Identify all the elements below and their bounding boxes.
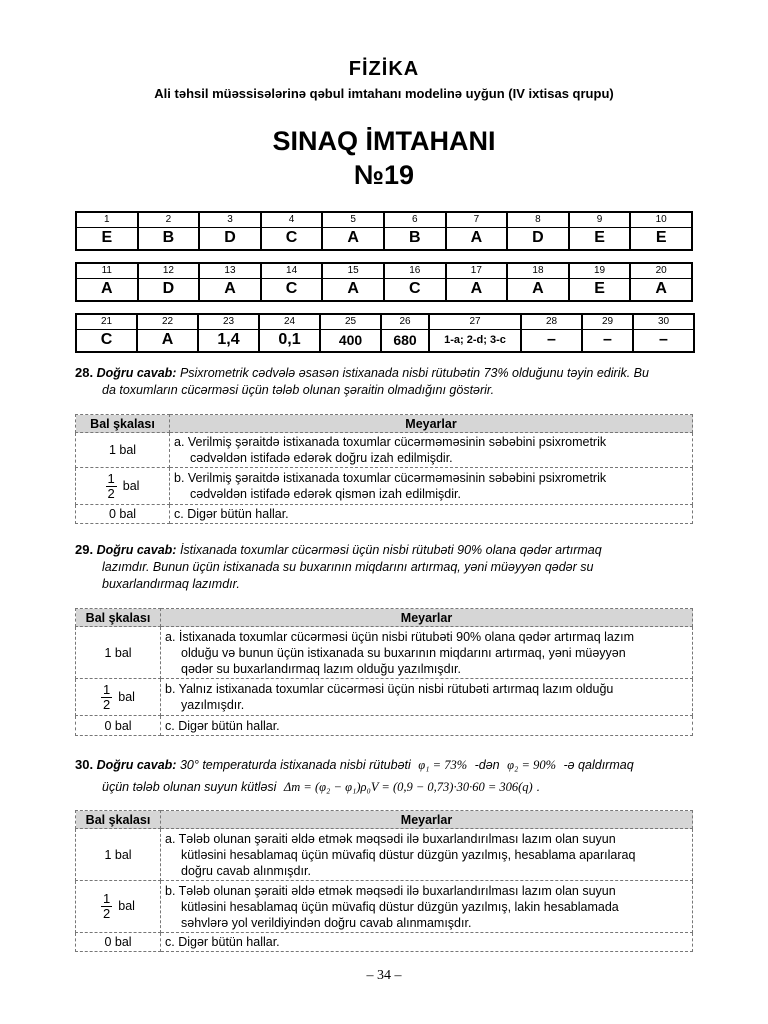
answer-value: – bbox=[633, 329, 694, 352]
half-fraction bbox=[101, 892, 112, 921]
score-cell bbox=[76, 881, 161, 933]
criteria-text: olduğu və bunun üçün istixanada su buxarının miqdarını artırmaq, yəni müəyyən bbox=[181, 645, 626, 660]
formula-phi1: φ₁ = 73% bbox=[418, 758, 468, 772]
page-number: – 34 – bbox=[366, 968, 402, 983]
answer-value: – bbox=[582, 329, 633, 352]
answer-value: D bbox=[199, 227, 261, 250]
answer-text: -ə qaldırmaq bbox=[563, 758, 634, 772]
half-fraction bbox=[101, 683, 112, 712]
answer-value: D bbox=[138, 278, 200, 301]
question-number: 10 bbox=[630, 212, 692, 227]
answer-value: E bbox=[569, 278, 631, 301]
answer-value: C bbox=[261, 227, 323, 250]
answer-value: C bbox=[261, 278, 323, 301]
question-number: 16 bbox=[384, 263, 446, 278]
score-header: Bal şkalası bbox=[76, 609, 161, 627]
answer-value: A bbox=[630, 278, 692, 301]
criteria-row bbox=[76, 829, 693, 881]
criteria-row bbox=[76, 505, 693, 524]
score-cell: 0 bal bbox=[76, 505, 170, 524]
answer-value: 680 bbox=[381, 329, 429, 352]
criteria-row bbox=[76, 468, 693, 505]
criteria-text: cədvəldən istifadə edərək qismən izah edilmişdir. bbox=[190, 487, 461, 501]
answer-number-row bbox=[76, 263, 692, 278]
fraction-numerator: 1 bbox=[103, 891, 111, 906]
criteria-text: b. Yalnız istixanada toxumlar cücərməsi üçün nisbi rütubəti artırmaq lazım olduğu bbox=[165, 682, 614, 696]
answer-value-row bbox=[76, 278, 692, 301]
question-number: 26 bbox=[381, 314, 429, 329]
answer-value: A bbox=[322, 227, 384, 250]
answer-value: E bbox=[630, 227, 692, 250]
question-number: 27 bbox=[429, 314, 521, 329]
question-number: 18 bbox=[507, 263, 569, 278]
criteria-cell: c. Digər bütün hallar. bbox=[161, 933, 693, 952]
question-number: 6 bbox=[384, 212, 446, 227]
criteria-text: b. Tələb olunan şəraiti əldə etmək məqsədi ilə buxarlandırılması lazım olan suyun bbox=[165, 883, 616, 898]
mass-formula: Δm = (φ₂ − φ₁)ρ₀V = (0,9 − 0,73)·30·60 = 306(q) bbox=[283, 780, 533, 794]
question-number: 22 bbox=[137, 314, 198, 329]
criteria-cell bbox=[161, 829, 693, 881]
criteria-cell bbox=[161, 881, 693, 933]
score-cell bbox=[76, 468, 170, 505]
question-number: 19 bbox=[569, 263, 631, 278]
answer-value: 1-a; 2-d; 3-c bbox=[429, 329, 521, 352]
criteria-row bbox=[76, 933, 693, 952]
question-number: 21 bbox=[76, 314, 137, 329]
score-cell: 1 bal bbox=[76, 433, 170, 468]
answer-value: C bbox=[76, 329, 137, 352]
question-number: 5 bbox=[322, 212, 384, 227]
answer-value: 400 bbox=[320, 329, 381, 352]
question-number: 12 bbox=[138, 263, 200, 278]
answer-value: 1,4 bbox=[198, 329, 259, 352]
question-number-label: 28. bbox=[75, 365, 94, 380]
sentence-end: . bbox=[536, 780, 541, 794]
question-number: 23 bbox=[198, 314, 259, 329]
answer-key-table-3 bbox=[75, 313, 695, 353]
score-cell bbox=[76, 679, 161, 716]
question-number: 11 bbox=[76, 263, 138, 278]
question-number: 3 bbox=[199, 212, 261, 227]
answer-key-table-1 bbox=[75, 211, 693, 251]
criteria-text: səhvlərə yol verildiyindən doğru cavab alınmamışdır. bbox=[181, 915, 472, 930]
score-unit: bal bbox=[118, 898, 135, 913]
question-number: 20 bbox=[630, 263, 692, 278]
criteria-row bbox=[76, 679, 693, 716]
answer-value: A bbox=[446, 278, 508, 301]
question-number-label: 30. bbox=[75, 757, 94, 772]
criteria-row bbox=[76, 716, 693, 736]
question-number: 4 bbox=[261, 212, 323, 227]
criteria-text: cədvəldən istifadə edərək doğru izah edilmişdir. bbox=[190, 451, 453, 465]
answer-text: 30° temperaturda istixanada nisbi rütubəti bbox=[179, 758, 411, 772]
question-number: 14 bbox=[261, 263, 323, 278]
score-cell: 1 bal bbox=[76, 627, 161, 679]
criteria-header: Meyarlar bbox=[161, 811, 693, 829]
criteria-cell: c. Digər bütün hallar. bbox=[170, 505, 693, 524]
answer-value: A bbox=[199, 278, 261, 301]
fraction-denominator: 2 bbox=[107, 485, 115, 501]
question-number-label: 29. bbox=[75, 542, 94, 557]
criteria-table-28 bbox=[75, 414, 693, 524]
score-cell: 0 bal bbox=[76, 716, 161, 736]
exam-title: SINAQ İMTAHANI bbox=[272, 126, 496, 156]
answer-value: A bbox=[137, 329, 198, 352]
criteria-text: a. Tələb olunan şəraiti əldə etmək məqsədi ilə buxarlandırılması lazım olan suyun bbox=[165, 831, 616, 846]
answer-value: A bbox=[507, 278, 569, 301]
question-number: 2 bbox=[138, 212, 200, 227]
question-29 bbox=[75, 541, 695, 593]
answer-value-row bbox=[76, 329, 694, 352]
criteria-cell bbox=[170, 433, 693, 468]
question-number: 28 bbox=[521, 314, 582, 329]
answer-value: – bbox=[521, 329, 582, 352]
score-unit: bal bbox=[122, 478, 140, 493]
fraction-denominator: 2 bbox=[103, 906, 111, 921]
criteria-text: qədər su buxarlandırmaq lazım olduğu yazılmışdır. bbox=[181, 661, 461, 676]
answer-number-row bbox=[76, 314, 694, 329]
answer-value: A bbox=[322, 278, 384, 301]
correct-answer-label: Doğru cavab: bbox=[96, 543, 177, 557]
formula-phi2: φ₂ = 90% bbox=[507, 758, 556, 772]
answer-value-row bbox=[76, 227, 692, 250]
criteria-text: kütləsini hesablamaq üçün müvafiq düstur düzgün yazılmış, lakin hesablamada bbox=[181, 899, 619, 914]
criteria-text: a. Verilmiş şəraitdə istixanada toxumlar cücərməməsinin səbəbini psixrometrik bbox=[174, 435, 607, 449]
criteria-text: doğru cavab alınmışdır. bbox=[181, 863, 311, 878]
criteria-header: Meyarlar bbox=[161, 609, 693, 627]
answer-text: da toxumların cücərməsi üçün tələb olunan şəraitin olmadığını göstərir. bbox=[102, 383, 495, 397]
answer-value: E bbox=[569, 227, 631, 250]
criteria-cell bbox=[170, 468, 693, 505]
score-header: Bal şkalası bbox=[76, 415, 170, 433]
fraction-numerator: 1 bbox=[107, 470, 115, 486]
criteria-header: Meyarlar bbox=[170, 415, 693, 433]
exam-number: №19 bbox=[353, 160, 415, 190]
question-number: 8 bbox=[507, 212, 569, 227]
criteria-text: kütləsini hesablamaq üçün müvafiq düstur düzgün yazılmış, hesablama aparılaraq bbox=[181, 847, 636, 862]
answer-text: -dən bbox=[474, 758, 500, 772]
answer-value: B bbox=[384, 227, 446, 250]
question-number: 9 bbox=[569, 212, 631, 227]
correct-answer-label: Doğru cavab: bbox=[96, 758, 177, 772]
answer-value: E bbox=[76, 227, 138, 250]
score-unit: bal bbox=[118, 689, 135, 704]
question-number: 7 bbox=[446, 212, 508, 227]
answer-value: B bbox=[138, 227, 200, 250]
score-cell: 1 bal bbox=[76, 829, 161, 881]
criteria-row bbox=[76, 433, 693, 468]
answer-text: buxarlandırmaq lazımdır. bbox=[102, 577, 240, 591]
question-number: 13 bbox=[199, 263, 261, 278]
criteria-cell bbox=[161, 627, 693, 679]
question-number: 29 bbox=[582, 314, 633, 329]
question-number: 24 bbox=[259, 314, 320, 329]
criteria-text: b. Verilmiş şəraitdə istixanada toxumlar cücərməməsinin səbəbini psixrometrik bbox=[174, 471, 607, 485]
answer-key-table-2 bbox=[75, 262, 693, 302]
question-number: 15 bbox=[322, 263, 384, 278]
question-number: 17 bbox=[446, 263, 508, 278]
answer-text: üçün tələb olunan suyun kütləsi bbox=[102, 780, 277, 794]
answer-text: lazımdır. Bunun üçün istixanada su buxarının miqdarını artırmaq, yəni müəyyən qədər su bbox=[102, 560, 594, 574]
criteria-row bbox=[76, 627, 693, 679]
subject-title: FİZİKA bbox=[348, 58, 420, 80]
subtitle: Ali təhsil müəssisələrinə qəbul imtahanı modelinə uyğun (IV ixtisas qrupu) bbox=[154, 86, 614, 101]
answer-value: A bbox=[446, 227, 508, 250]
criteria-table-30 bbox=[75, 810, 693, 952]
fraction-denominator: 2 bbox=[103, 696, 111, 712]
score-header: Bal şkalası bbox=[76, 811, 161, 829]
answer-value: D bbox=[507, 227, 569, 250]
correct-answer-label: Doğru cavab: bbox=[96, 366, 177, 380]
question-28 bbox=[75, 364, 695, 399]
answer-number-row bbox=[76, 212, 692, 227]
answer-text: İstixanada toxumlar cücərməsi üçün nisbi rütubəti 90% olana qədər artırmaq bbox=[179, 543, 602, 557]
criteria-cell: c. Digər bütün hallar. bbox=[161, 716, 693, 736]
criteria-table-29 bbox=[75, 608, 693, 736]
question-number: 1 bbox=[76, 212, 138, 227]
fraction-numerator: 1 bbox=[103, 681, 111, 697]
score-cell: 0 bal bbox=[76, 933, 161, 952]
criteria-cell bbox=[161, 679, 693, 716]
answer-value: 0,1 bbox=[259, 329, 320, 352]
answer-value: A bbox=[76, 278, 138, 301]
criteria-text: a. İstixanada toxumlar cücərməsi üçün nisbi rütubəti 90% olana qədər artırmaq lazım bbox=[165, 629, 634, 644]
answer-value: C bbox=[384, 278, 446, 301]
half-fraction bbox=[106, 472, 117, 501]
criteria-text: yazılmışdır. bbox=[181, 698, 245, 712]
question-number: 30 bbox=[633, 314, 694, 329]
question-30 bbox=[75, 754, 695, 798]
answer-text: Psixrometrik cədvələ əsasən istixanada nisbi rütubətin 73% olduğunu təyin edirik. Bu bbox=[179, 366, 649, 380]
question-number: 25 bbox=[320, 314, 381, 329]
criteria-row bbox=[76, 881, 693, 933]
